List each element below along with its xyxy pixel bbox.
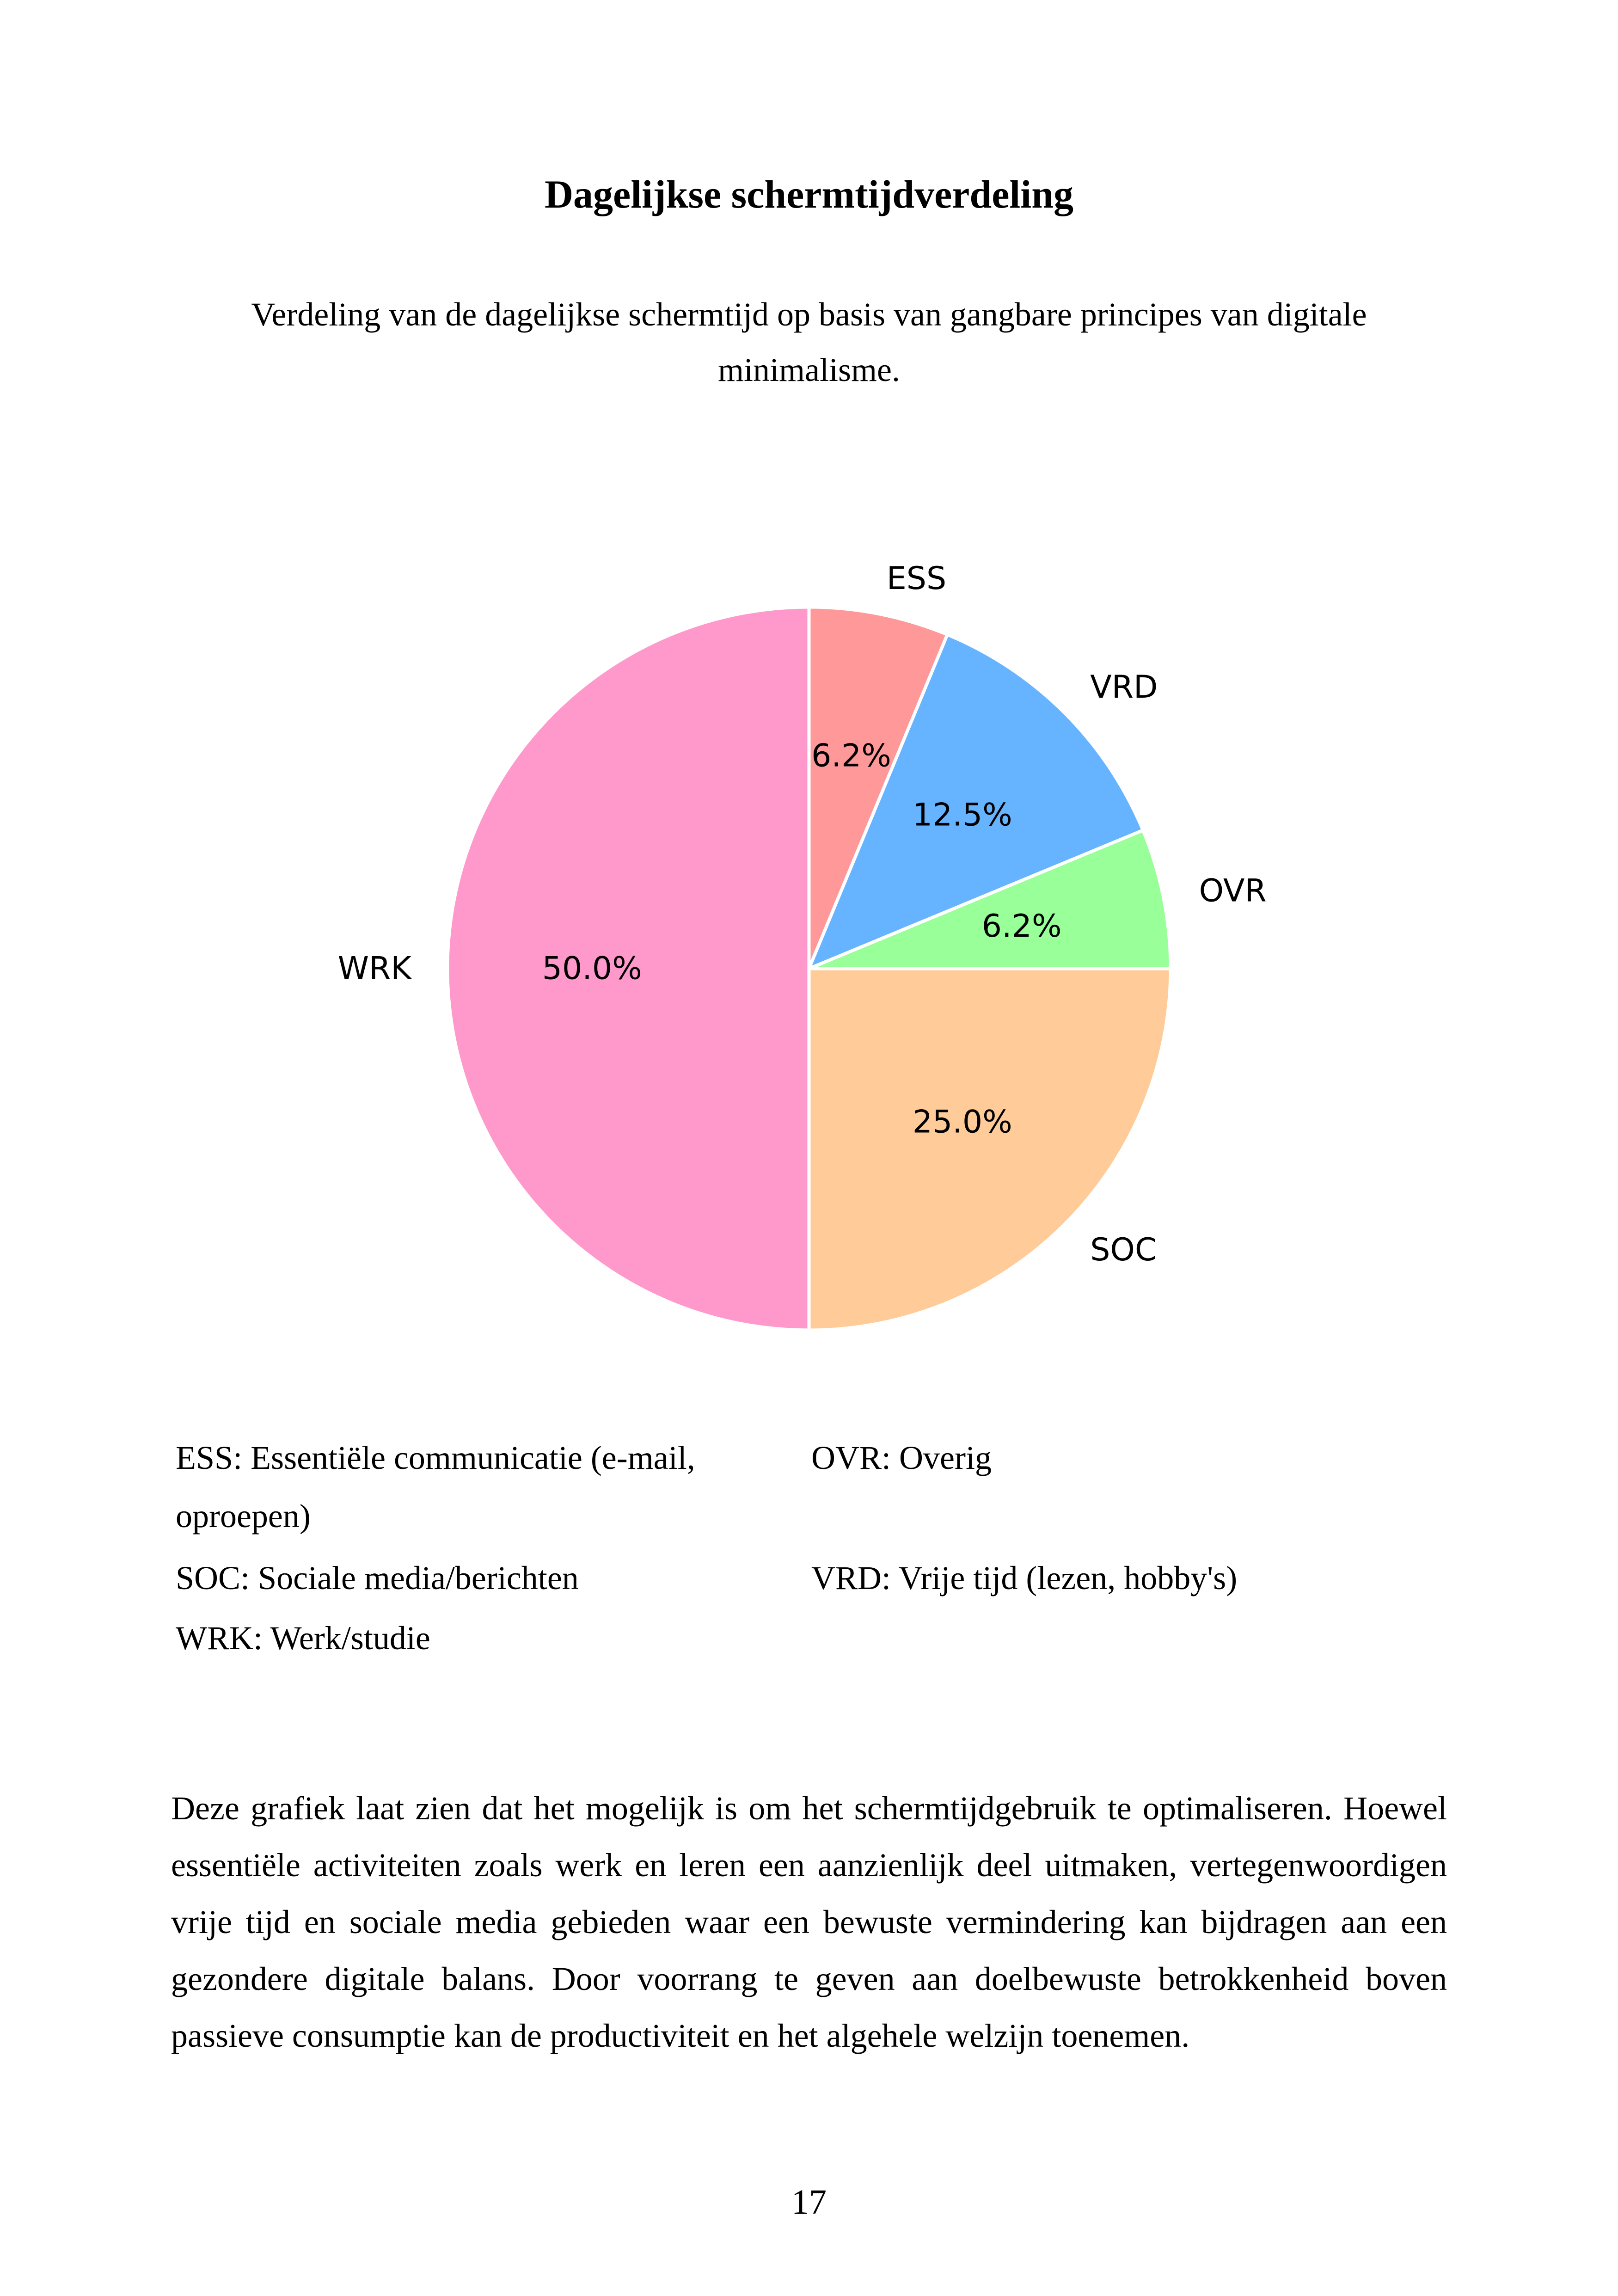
category-label-soc: SOC xyxy=(1090,1231,1157,1268)
page-number: 17 xyxy=(791,2183,827,2222)
legend-item-vrd: VRD: Vrije tijd (lezen, hobby's) xyxy=(811,1559,1238,1596)
chart-title: Dagelijkse schermtijdverdeling xyxy=(544,172,1074,216)
pie-chart xyxy=(0,509,1618,1387)
pct-label-soc: 25.0% xyxy=(912,1104,1012,1141)
category-label-ess: ESS xyxy=(886,560,947,597)
legend-item-ess: ESS: Essentiële communicatie (e-mail, oproepen) xyxy=(176,1439,695,1535)
body-paragraph: Deze grafiek laat zien dat het mogelijk is om het schermtijdgebruik te optimaliseren. Hoewel essentiële activiteiten zoals werk en leren een aanzienlijk deel uitmaken, vertegenwoordigen vrije tijd en sociale media gebieden waar een bewuste vermindering kan bijdragen aan een gezondere digitale balans. Door voorrang te geven aan doelbewuste betrokkenheid boven passieve consumptie kan de productiviteit en het algehele welzijn toenemen. xyxy=(171,1790,1447,2054)
pct-label-vrd: 12.5% xyxy=(912,797,1012,834)
category-label-vrd: VRD xyxy=(1090,669,1158,706)
category-label-wrk: WRK xyxy=(337,950,411,987)
legend-item-ovr: OVR: Overig xyxy=(811,1439,992,1476)
pct-label-wrk: 50.0% xyxy=(542,950,642,987)
pct-label-ess: 6.2% xyxy=(811,737,891,774)
category-label-ovr: OVR xyxy=(1199,872,1267,909)
legend-item-soc: SOC: Sociale media/berichten xyxy=(176,1559,579,1596)
pct-label-ovr: 6.2% xyxy=(981,908,1062,945)
chart-subtitle: Verdeling van de dagelijkse schermtijd op basis van gangbare principes van digitale minimalisme. xyxy=(251,296,1367,388)
pie-slice-soc xyxy=(809,969,1171,1330)
legend-item-wrk: WRK: Werk/studie xyxy=(176,1620,430,1657)
